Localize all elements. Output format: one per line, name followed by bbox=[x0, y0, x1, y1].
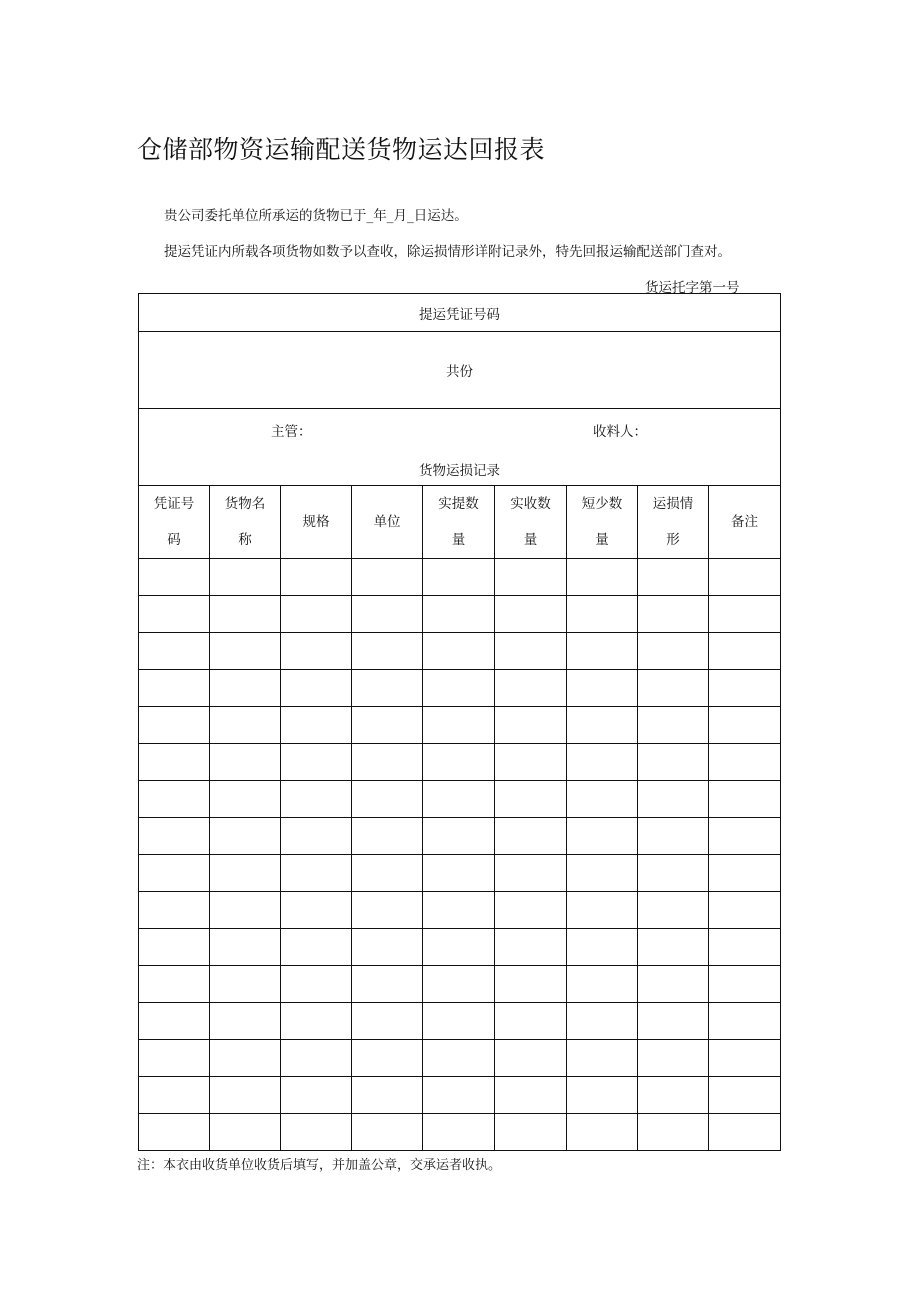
column-header-line2: 形 bbox=[666, 532, 680, 548]
damage-record-title: 货物运损记录 bbox=[419, 463, 500, 479]
table-cell[interactable] bbox=[423, 892, 495, 929]
table-cell[interactable] bbox=[423, 1040, 495, 1077]
signature-cell bbox=[139, 409, 781, 486]
arrival-statement: 贵公司委托单位所承运的货物已于_年_月_日运达。 bbox=[164, 208, 468, 224]
table-cell[interactable] bbox=[567, 707, 638, 744]
table-cell[interactable] bbox=[423, 707, 495, 744]
column-header bbox=[281, 486, 352, 559]
table-cell[interactable] bbox=[567, 929, 638, 966]
table-row bbox=[139, 781, 781, 818]
table-cell[interactable] bbox=[495, 559, 567, 596]
table-cell[interactable] bbox=[495, 1077, 567, 1114]
table-cell[interactable] bbox=[423, 596, 495, 633]
table-cell[interactable] bbox=[281, 633, 352, 670]
table-cell[interactable] bbox=[638, 707, 709, 744]
table-cell[interactable] bbox=[210, 818, 281, 855]
table-row bbox=[139, 1003, 781, 1040]
table-cell[interactable] bbox=[495, 744, 567, 781]
table-cell[interactable] bbox=[638, 670, 709, 707]
column-header bbox=[495, 486, 567, 559]
table-cell[interactable] bbox=[352, 929, 423, 966]
table-cell[interactable] bbox=[709, 707, 781, 744]
table-cell[interactable] bbox=[352, 818, 423, 855]
table-cell[interactable] bbox=[423, 855, 495, 892]
table-cell[interactable] bbox=[139, 596, 210, 633]
table-cell[interactable] bbox=[352, 1040, 423, 1077]
table-cell[interactable] bbox=[567, 670, 638, 707]
table-cell[interactable] bbox=[210, 966, 281, 1003]
table-cell[interactable] bbox=[281, 818, 352, 855]
table-cell[interactable] bbox=[423, 929, 495, 966]
table-cell[interactable] bbox=[709, 855, 781, 892]
table-cell[interactable] bbox=[139, 855, 210, 892]
table-cell[interactable] bbox=[281, 855, 352, 892]
table-cell[interactable] bbox=[139, 1040, 210, 1077]
table-cell[interactable] bbox=[352, 707, 423, 744]
column-header-line2: 码 bbox=[167, 532, 181, 548]
table-row bbox=[139, 633, 781, 670]
column-header-line1: 货物名 bbox=[224, 496, 266, 512]
column-header-line1: 短少数 bbox=[581, 496, 623, 512]
column-header bbox=[139, 486, 210, 559]
table-row bbox=[139, 559, 781, 596]
table-cell[interactable] bbox=[567, 855, 638, 892]
table-cell[interactable] bbox=[139, 1077, 210, 1114]
table-cell[interactable] bbox=[709, 1114, 781, 1151]
table-row bbox=[139, 892, 781, 929]
column-header bbox=[709, 486, 781, 559]
table-cell[interactable] bbox=[139, 559, 210, 596]
table-cell[interactable] bbox=[638, 596, 709, 633]
table-cell[interactable] bbox=[638, 855, 709, 892]
table-cell[interactable] bbox=[495, 818, 567, 855]
table-cell[interactable] bbox=[423, 670, 495, 707]
table-cell[interactable] bbox=[567, 559, 638, 596]
column-header-row bbox=[139, 486, 781, 559]
table-row bbox=[139, 855, 781, 892]
table-cell[interactable] bbox=[567, 966, 638, 1003]
table-cell[interactable] bbox=[567, 818, 638, 855]
table-cell[interactable] bbox=[567, 1114, 638, 1151]
table-cell[interactable] bbox=[495, 670, 567, 707]
table-cell[interactable] bbox=[352, 892, 423, 929]
table-cell[interactable] bbox=[709, 744, 781, 781]
table-cell[interactable] bbox=[423, 1114, 495, 1151]
table-cell[interactable] bbox=[638, 744, 709, 781]
table-cell[interactable] bbox=[423, 781, 495, 818]
column-header-line1: 规格 bbox=[302, 514, 330, 530]
table-cell[interactable] bbox=[281, 596, 352, 633]
table-cell[interactable] bbox=[423, 1003, 495, 1040]
table-cell[interactable] bbox=[567, 1040, 638, 1077]
column-header-line2: 量 bbox=[451, 532, 466, 548]
table-cell[interactable] bbox=[281, 559, 352, 596]
table-cell[interactable] bbox=[495, 1003, 567, 1040]
column-header-line2: 称 bbox=[238, 532, 252, 548]
table-cell[interactable] bbox=[423, 559, 495, 596]
table-cell[interactable] bbox=[210, 929, 281, 966]
voucher-header: 提运凭证号码 bbox=[139, 294, 781, 332]
table-cell[interactable] bbox=[709, 781, 781, 818]
table-cell[interactable] bbox=[210, 892, 281, 929]
table-cell[interactable] bbox=[210, 1077, 281, 1114]
table-cell[interactable] bbox=[281, 670, 352, 707]
table-cell[interactable] bbox=[709, 1003, 781, 1040]
table-cell[interactable] bbox=[495, 855, 567, 892]
table-cell[interactable] bbox=[352, 559, 423, 596]
report-table bbox=[138, 293, 781, 1151]
table-cell[interactable] bbox=[709, 670, 781, 707]
table-cell[interactable] bbox=[423, 818, 495, 855]
table-cell[interactable] bbox=[281, 966, 352, 1003]
table-cell[interactable] bbox=[709, 633, 781, 670]
table-cell[interactable] bbox=[423, 1077, 495, 1114]
table-cell[interactable] bbox=[281, 707, 352, 744]
table-cell[interactable] bbox=[352, 1003, 423, 1040]
table-cell[interactable] bbox=[495, 596, 567, 633]
table-row bbox=[139, 818, 781, 855]
table-cell[interactable] bbox=[352, 744, 423, 781]
table-row bbox=[139, 670, 781, 707]
table-cell[interactable] bbox=[210, 670, 281, 707]
column-header bbox=[423, 486, 495, 559]
table-cell[interactable] bbox=[281, 1040, 352, 1077]
table-cell[interactable] bbox=[281, 1077, 352, 1114]
table-cell[interactable] bbox=[352, 1077, 423, 1114]
reference-number: 货运托字第一号 bbox=[645, 280, 740, 296]
footer-note: 注：本衣由收货单位收货后填写，并加盖公章，交承运者收执。 bbox=[137, 1158, 502, 1173]
table-cell[interactable] bbox=[638, 818, 709, 855]
table-cell[interactable] bbox=[139, 707, 210, 744]
table-cell[interactable] bbox=[495, 707, 567, 744]
column-header-line1: 单位 bbox=[373, 514, 401, 530]
table-cell[interactable] bbox=[709, 966, 781, 1003]
table-cell[interactable] bbox=[423, 966, 495, 1003]
table-cell[interactable] bbox=[423, 744, 495, 781]
table-cell[interactable] bbox=[281, 744, 352, 781]
inspection-statement: 提运凭证内所载各项货物如数予以查收，除运损情形详附记录外，特先回报运输配送部门查对。 bbox=[164, 244, 731, 260]
table-row bbox=[139, 966, 781, 1003]
table-cell[interactable] bbox=[281, 1114, 352, 1151]
column-header-line1: 运损情 bbox=[652, 496, 694, 512]
table-cell[interactable] bbox=[638, 1040, 709, 1077]
table-row bbox=[139, 707, 781, 744]
table-cell[interactable] bbox=[495, 781, 567, 818]
table-cell[interactable] bbox=[638, 929, 709, 966]
table-cell[interactable] bbox=[281, 781, 352, 818]
table-cell[interactable] bbox=[567, 596, 638, 633]
column-header-line1: 实提数 bbox=[438, 496, 479, 512]
table-cell[interactable] bbox=[210, 633, 281, 670]
table-cell[interactable] bbox=[495, 929, 567, 966]
table-cell[interactable] bbox=[210, 1114, 281, 1151]
table-cell[interactable] bbox=[281, 929, 352, 966]
table-cell[interactable] bbox=[495, 1114, 567, 1151]
column-header-line1: 备注 bbox=[731, 514, 758, 530]
table-cell[interactable] bbox=[423, 633, 495, 670]
table-cell[interactable] bbox=[495, 1040, 567, 1077]
table-cell[interactable] bbox=[638, 1003, 709, 1040]
column-header bbox=[352, 486, 423, 559]
table-cell[interactable] bbox=[638, 559, 709, 596]
table-cell[interactable] bbox=[352, 966, 423, 1003]
receiver-label: 收料人： bbox=[593, 424, 647, 440]
table-cell[interactable] bbox=[139, 781, 210, 818]
table-cell[interactable] bbox=[567, 1077, 638, 1114]
table-cell[interactable] bbox=[210, 1040, 281, 1077]
table-cell[interactable] bbox=[281, 892, 352, 929]
column-header-line1: 实收数 bbox=[510, 496, 551, 512]
table-cell[interactable] bbox=[567, 781, 638, 818]
table-row bbox=[139, 596, 781, 633]
table-cell[interactable] bbox=[139, 670, 210, 707]
table-cell[interactable] bbox=[567, 633, 638, 670]
table-cell[interactable] bbox=[567, 1003, 638, 1040]
column-header-line2: 量 bbox=[523, 532, 538, 548]
table-cell[interactable] bbox=[709, 1040, 781, 1077]
table-cell[interactable] bbox=[210, 781, 281, 818]
table-cell[interactable] bbox=[709, 929, 781, 966]
column-header-line2: 量 bbox=[595, 532, 609, 548]
table-cell[interactable] bbox=[495, 966, 567, 1003]
table-cell[interactable] bbox=[638, 1077, 709, 1114]
table-cell[interactable] bbox=[709, 892, 781, 929]
table-row bbox=[139, 929, 781, 966]
column-header bbox=[638, 486, 709, 559]
table-cell[interactable] bbox=[281, 1003, 352, 1040]
supervisor-label: 主管： bbox=[271, 424, 312, 440]
table-cell[interactable] bbox=[139, 633, 210, 670]
table-cell[interactable] bbox=[638, 966, 709, 1003]
table-cell[interactable] bbox=[638, 892, 709, 929]
table-cell[interactable] bbox=[210, 744, 281, 781]
table-cell[interactable] bbox=[709, 818, 781, 855]
table-cell[interactable] bbox=[210, 559, 281, 596]
table-cell[interactable] bbox=[210, 1003, 281, 1040]
table-cell[interactable] bbox=[139, 929, 210, 966]
table-row bbox=[139, 1040, 781, 1077]
table-cell[interactable] bbox=[210, 596, 281, 633]
column-header bbox=[567, 486, 638, 559]
table-cell[interactable] bbox=[495, 892, 567, 929]
table-cell[interactable] bbox=[139, 818, 210, 855]
table-cell[interactable] bbox=[638, 633, 709, 670]
table-cell[interactable] bbox=[352, 1114, 423, 1151]
table-cell[interactable] bbox=[139, 966, 210, 1003]
table-cell[interactable] bbox=[709, 559, 781, 596]
table-cell[interactable] bbox=[139, 1114, 210, 1151]
table-cell[interactable] bbox=[709, 596, 781, 633]
table-cell[interactable] bbox=[638, 781, 709, 818]
table-cell[interactable] bbox=[210, 855, 281, 892]
copies-cell[interactable]: 共份 bbox=[139, 332, 781, 409]
table-cell[interactable] bbox=[495, 633, 567, 670]
table-row bbox=[139, 1077, 781, 1114]
page-title: 仓储部物资运输配送货物运达回报表 bbox=[137, 135, 546, 164]
table-cell[interactable] bbox=[638, 1114, 709, 1151]
table-row bbox=[139, 744, 781, 781]
table-cell[interactable] bbox=[352, 670, 423, 707]
column-header bbox=[210, 486, 281, 559]
table-cell[interactable] bbox=[352, 781, 423, 818]
table-cell[interactable] bbox=[567, 892, 638, 929]
column-header-line1: 凭证号 bbox=[153, 496, 195, 512]
table-cell[interactable] bbox=[139, 744, 210, 781]
table-cell[interactable] bbox=[352, 855, 423, 892]
table-cell[interactable] bbox=[210, 707, 281, 744]
table-cell[interactable] bbox=[567, 744, 638, 781]
table-cell[interactable] bbox=[139, 892, 210, 929]
table-cell[interactable] bbox=[352, 596, 423, 633]
table-cell[interactable] bbox=[709, 1077, 781, 1114]
table-row bbox=[139, 1114, 781, 1151]
table-cell[interactable] bbox=[139, 1003, 210, 1040]
table-cell[interactable] bbox=[352, 633, 423, 670]
